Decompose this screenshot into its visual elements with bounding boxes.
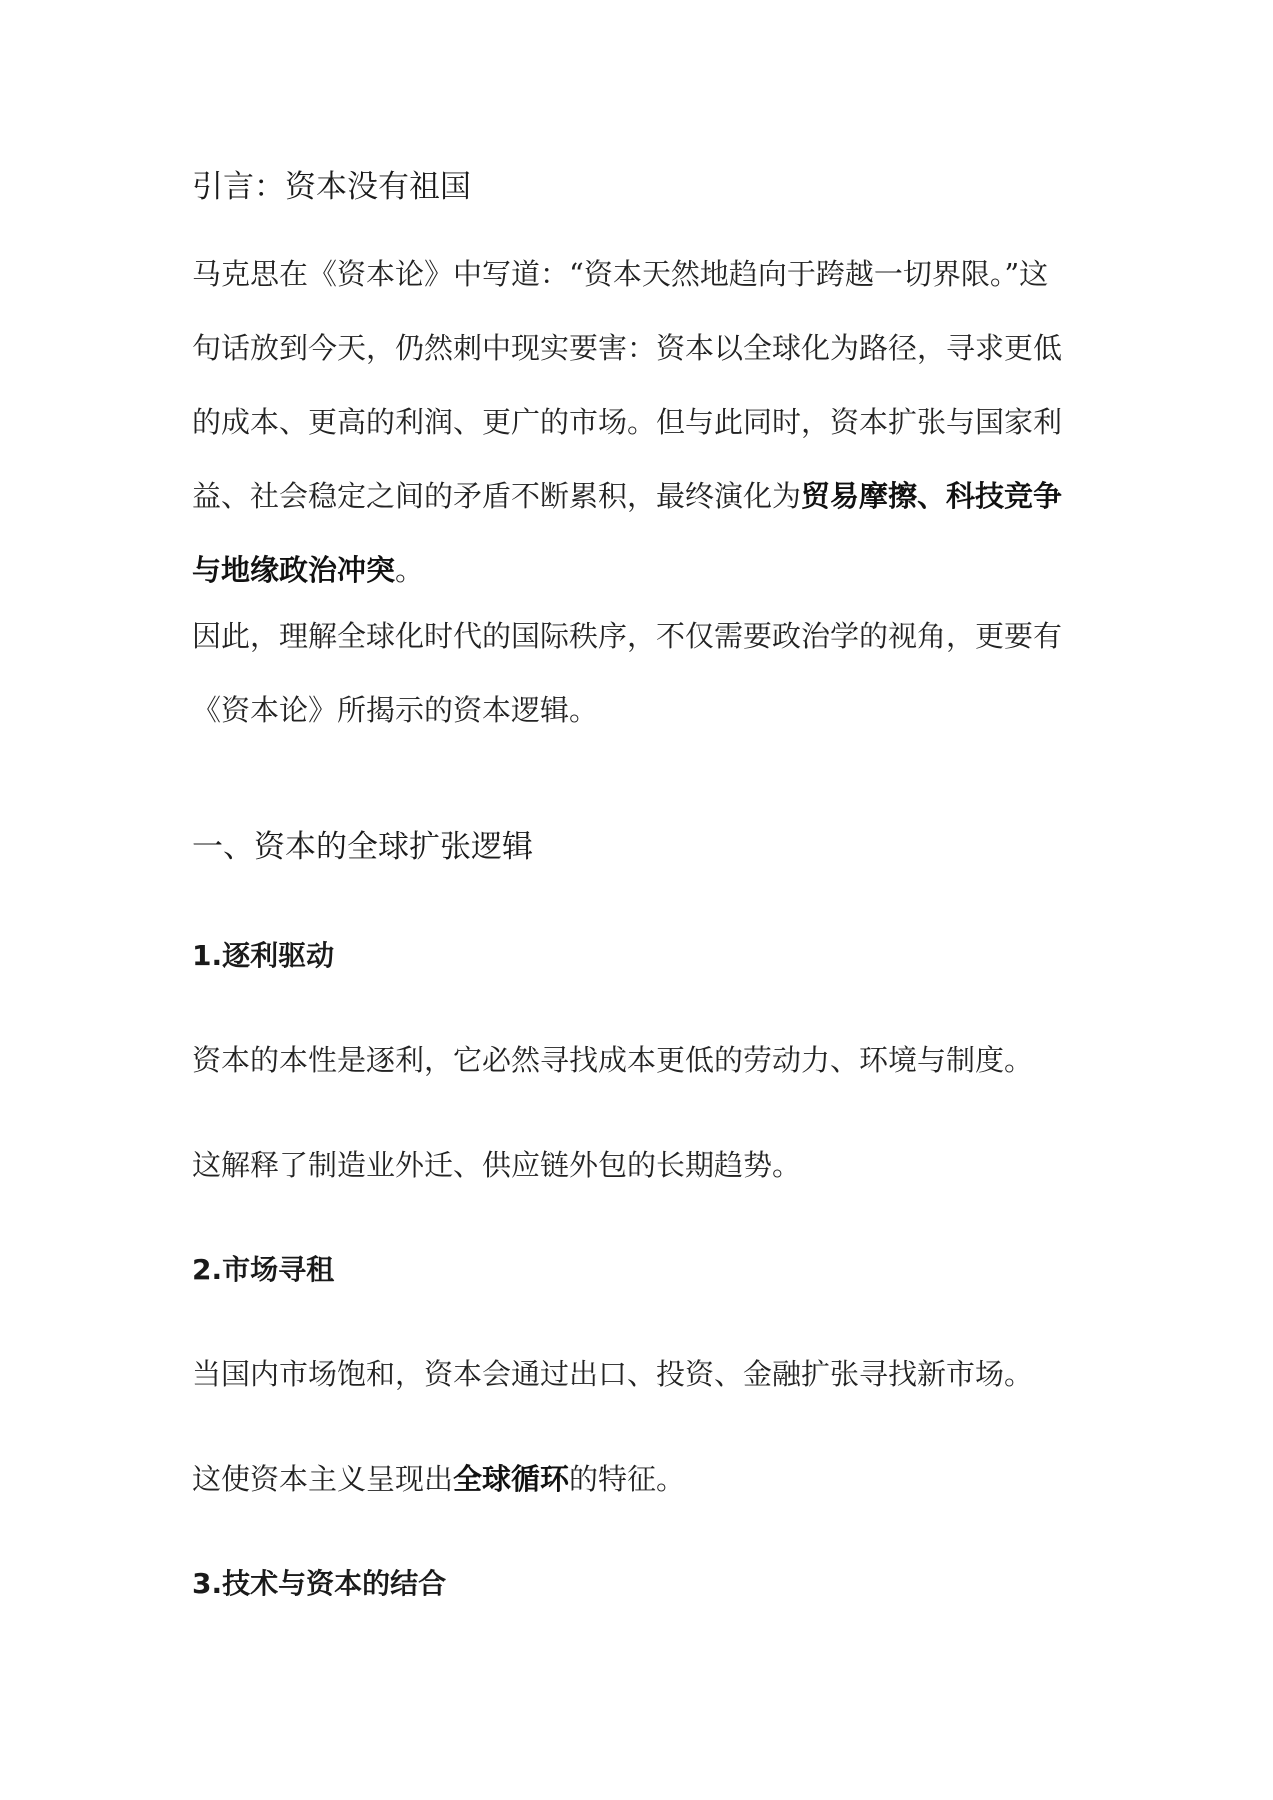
paragraph: 这解释了制造业外迁、供应链外包的长期趋势。 [192, 1148, 802, 1182]
subsection-heading: 3.技术与资本的结合 [192, 1567, 447, 1600]
paragraph-line [192, 533, 1082, 607]
intro-heading: 引言：资本没有祖国 [192, 169, 471, 205]
plain-text: 益、社会稳定之间的矛盾不断累积，最终演化为 [192, 479, 802, 513]
paragraph-line: 的成本、更高的利润、更广的市场。但与此同时，资本扩张与国家利 [192, 405, 1063, 439]
paragraph [192, 1459, 685, 1499]
subsection-heading: 1.逐利驱动 [192, 939, 335, 972]
plain-text: 。 [395, 553, 425, 587]
subsection-heading: 2.市场寻租 [192, 1253, 335, 1286]
section-heading: 一、资本的全球扩张逻辑 [192, 829, 533, 865]
paragraph-line: 句话放到今天，仍然刺中现实要害：资本以全球化为路径，寻求更低 [192, 331, 1063, 365]
bold-text: 全球循环 [453, 1462, 570, 1496]
intro-paragraph-1 [192, 237, 1082, 607]
paragraph-line: 马克思在《资本论》中写道：“资本天然地趋向于跨越一切界限。”这 [192, 257, 1049, 291]
paragraph: 资本的本性是逐利，它必然寻找成本更低的劳动力、环境与制度。 [192, 1043, 1034, 1077]
intro-paragraph-2 [192, 599, 1082, 747]
paragraph-line [192, 459, 1082, 533]
plain-text: 的特征。 [569, 1462, 686, 1496]
paragraph-line: 《资本论》所揭示的资本逻辑。 [192, 693, 599, 727]
bold-text: 贸易摩擦、科技竞争 [801, 479, 1063, 513]
paragraph: 当国内市场饱和，资本会通过出口、投资、金融扩张寻找新市场。 [192, 1357, 1034, 1391]
paragraph-line: 因此，理解全球化时代的国际秩序，不仅需要政治学的视角，更要有 [192, 619, 1063, 653]
bold-text: 与地缘政治冲突 [192, 553, 396, 587]
plain-text: 这使资本主义呈现出 [192, 1462, 454, 1496]
